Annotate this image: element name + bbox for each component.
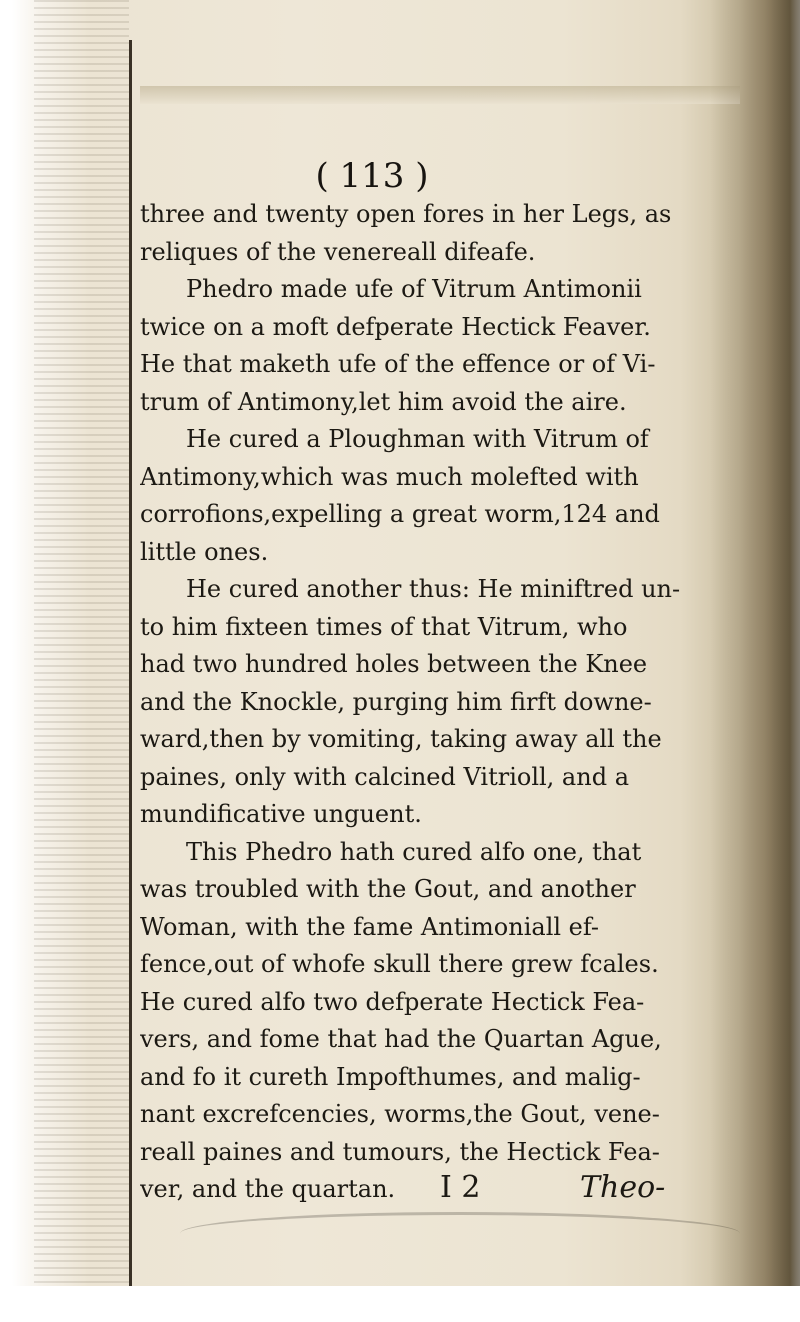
text-line: to him fixteen times of that Vitrum, who (140, 612, 628, 641)
text-line: fence,out of whofe skull there grew fcales. (140, 950, 659, 978)
text-line: vers, and fome that had the Quartan Ague, (140, 1025, 662, 1053)
text-line: paines, only with calcined Vitrioll, and a (140, 762, 629, 791)
text-line: nant excrefcencies, worms,the Gout, vene- (140, 1100, 660, 1128)
text-line: had two hundred holes between the Knee (140, 650, 648, 678)
text-line: ward,then by vomiting, taking away all the (140, 725, 662, 753)
text-line: corrofions,expelling a great worm,124 and (140, 500, 660, 528)
text-line: mundificative unguent. (140, 800, 422, 828)
text-line: reliques of the venereall difeafe. (140, 237, 536, 266)
text-line: reall paines and tumours, the Hectick Fea- (140, 1137, 660, 1166)
page-number: ( 113 ) (315, 156, 429, 196)
text-line: Woman, with the fame Antimoniall ef- (140, 912, 600, 941)
catchword: Theo- (580, 1170, 666, 1205)
text-line: was troubled with the Gout, and another (140, 875, 636, 903)
signature-mark: I 2 (440, 1170, 481, 1205)
text-line: This Phedro hath cured alfo one, that (186, 837, 642, 866)
page-footer (140, 1170, 736, 1214)
text-line: Phedro made ufe of Vitrum Antimonii (186, 275, 642, 303)
text-line: little ones. (140, 537, 269, 566)
text-line: He that maketh ufe of the effence or of Vi- (140, 350, 656, 378)
text-line: He cured alfo two defperate Hectick Fea- (140, 987, 645, 1016)
text-line: He cured another thus: He miniftred un- (186, 575, 681, 603)
text-line: trum of Antimony,let him avoid the aire. (140, 387, 627, 416)
text-line: He cured a Ploughman with Vitrum of (186, 425, 649, 453)
ink-flourish (180, 1212, 740, 1255)
text-line: ver, and the quartan. (140, 1175, 396, 1203)
scan-bottom-margin (0, 1286, 800, 1322)
text-line: Antimony,which was much molefted with (140, 462, 639, 491)
text-line: and the Knockle, purging him firft downe- (140, 687, 652, 716)
page-spine-line (129, 40, 132, 1310)
text-line: three and twenty open fores in her Legs, as (140, 200, 672, 228)
text-line: and fo it cureth Impofthumes, and malig- (140, 1062, 641, 1091)
text-line: twice on a moft defperate Hectick Feaver. (140, 312, 651, 341)
binding-gutter (34, 0, 129, 1322)
page-text-block (140, 196, 736, 1209)
page-top-edge (140, 86, 740, 104)
